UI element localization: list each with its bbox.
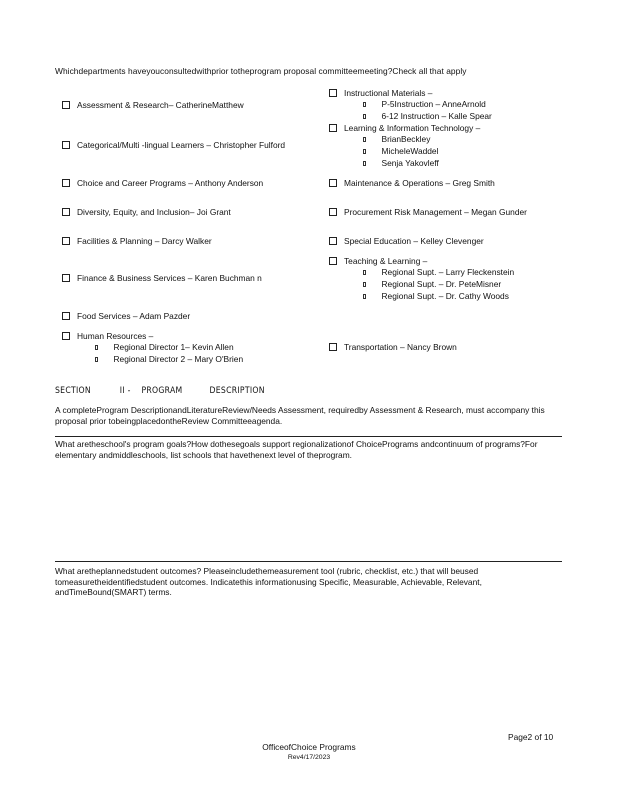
checkbox-label: Maintenance & Operations – Greg Smith	[344, 178, 495, 188]
list-item-label: MicheleWaddel	[381, 146, 439, 156]
checkbox-learning-it[interactable]	[329, 123, 480, 133]
list-item	[363, 158, 439, 168]
checkbox-assessment-research[interactable]	[62, 100, 244, 110]
checkbox-diversity-equity[interactable]	[62, 207, 231, 217]
list-item	[363, 134, 430, 144]
checkbox-icon[interactable]	[62, 101, 70, 109]
section-label: SECTION	[55, 386, 91, 396]
list-item-label: Regional Supt. – Larry Fleckenstein	[381, 267, 515, 277]
divider	[55, 436, 562, 437]
checkbox-icon[interactable]	[329, 257, 337, 265]
checkbox-label: Choice and Career Programs – Anthony Anderson	[77, 178, 264, 188]
list-item-label: 6-12 Instruction – Kalle Spear	[381, 111, 492, 121]
checkbox-label: Special Education – Kelley Clevenger	[344, 236, 484, 246]
checkbox-icon[interactable]	[329, 237, 337, 245]
checkbox-icon[interactable]	[62, 332, 70, 340]
divider	[55, 561, 562, 562]
checkbox-label: Diversity, Equity, and Inclusion– Joi Grant	[77, 207, 231, 217]
list-item	[95, 354, 243, 364]
checkbox-icon[interactable]	[62, 179, 70, 187]
checkbox-categorical-learners[interactable]	[62, 140, 285, 150]
section-title-part: PROGRAM	[141, 386, 183, 396]
checkbox-label: Teaching & Learning –	[344, 256, 428, 266]
question-program-goals: What aretheschool's program goals?How dothesegoals support regionalizationof ChoicePrograms andcontinuum of programs?For elementary andmiddleschools, list schools that havethenext level of theprogram.	[55, 439, 538, 460]
list-item-label: Regional Supt. – Dr. Cathy Woods	[381, 291, 509, 301]
checkbox-food-services[interactable]	[62, 311, 190, 321]
checkbox-icon[interactable]	[329, 89, 337, 97]
list-item-label: Regional Director 2 – Mary O'Brien	[113, 354, 244, 364]
section-note: A completeProgram DescriptionandLiteratureReview/Needs Assessment, requiredby Assessment & Research, must accompany this proposal prior tobeingplacedontheReview Committeeagenda.	[55, 405, 545, 426]
checkbox-special-education[interactable]	[329, 236, 484, 246]
checkbox-label: Transportation – Nancy Brown	[344, 342, 457, 352]
list-item	[363, 291, 509, 301]
list-item-label: P-5Instruction – AnneArnold	[381, 99, 486, 109]
checkbox-label: Facilities & Planning – Darcy Walker	[77, 236, 212, 246]
checkbox-transportation[interactable]	[329, 342, 457, 352]
footer-revision: Rev4/17/2023	[287, 754, 331, 761]
checkbox-icon[interactable]	[62, 312, 70, 320]
bullet-icon	[363, 294, 366, 299]
checkbox-label: Assessment & Research– CatherineMatthew	[77, 100, 244, 110]
checkbox-label: Categorical/Multi -lingual Learners – Christopher Fulford	[77, 140, 286, 150]
checkbox-icon[interactable]	[329, 124, 337, 132]
checkbox-label: Instructional Materials –	[344, 88, 433, 98]
checkbox-icon[interactable]	[62, 208, 70, 216]
list-item-label: BrianBeckley	[381, 134, 431, 144]
bullet-icon	[363, 149, 366, 154]
list-item	[363, 99, 486, 109]
section-heading	[55, 386, 265, 396]
bullet-icon	[363, 282, 366, 287]
question-student-outcomes: What aretheplannedstudent outcomes? Pleaseincludethemeasurement tool (rubric, checklist, etc.) that will beused tomeasuretheidentifiedstudent outcomes. Indicatethis informationusing Specific, Measurable, Achievable, Relevant, andTimeBound(SMART) terms.	[55, 566, 482, 597]
bullet-icon	[363, 137, 366, 142]
list-item-label: Regional Supt. – Dr. PeteMisner	[381, 279, 502, 289]
bullet-icon	[363, 102, 366, 107]
checkbox-procurement-risk[interactable]	[329, 207, 527, 217]
list-item	[363, 111, 492, 121]
checkbox-human-resources[interactable]	[62, 331, 153, 341]
page-number: Page2 of 10	[508, 732, 554, 742]
bullet-icon	[363, 270, 366, 275]
checkbox-label: Procurement Risk Management – Megan Gunder	[344, 207, 527, 217]
checkbox-maintenance-operations[interactable]	[329, 178, 495, 188]
question-departments: Whichdepartments haveyouconsultedwithprior totheprogram proposal committeemeeting?Check all that apply	[55, 66, 467, 76]
list-item	[363, 146, 438, 156]
list-item	[95, 342, 234, 352]
checkbox-icon[interactable]	[329, 208, 337, 216]
checkbox-icon[interactable]	[329, 343, 337, 351]
checkbox-icon[interactable]	[329, 179, 337, 187]
checkbox-label: Human Resources –	[77, 331, 154, 341]
checkbox-finance-business[interactable]	[62, 273, 262, 283]
answer-area-program-goals[interactable]	[55, 464, 562, 556]
checkbox-icon[interactable]	[62, 237, 70, 245]
checkbox-icon[interactable]	[62, 274, 70, 282]
checkbox-instructional-materials[interactable]	[329, 88, 432, 98]
list-item-label: Senja Yakovleff	[381, 158, 439, 168]
bullet-icon	[363, 161, 366, 166]
list-item	[363, 279, 501, 289]
checkbox-facilities-planning[interactable]	[62, 236, 212, 246]
checkbox-teaching-learning[interactable]	[329, 256, 427, 266]
checkbox-icon[interactable]	[62, 141, 70, 149]
bullet-icon	[363, 114, 366, 119]
bullet-icon	[95, 345, 98, 350]
list-item-label: Regional Director 1– Kevin Allen	[113, 342, 234, 352]
checkbox-label: Finance & Business Services – Karen Buchman n	[77, 273, 262, 283]
list-item	[363, 267, 514, 277]
answer-area-student-outcomes[interactable]	[55, 602, 562, 712]
checkbox-label: Food Services – Adam Pazder	[77, 311, 191, 321]
section-number: II -	[119, 386, 131, 396]
checkbox-choice-career[interactable]	[62, 178, 263, 188]
section-title-part: DESCRIPTION	[209, 386, 265, 396]
footer-office: OfficeofChoice Programs	[262, 742, 356, 752]
checkbox-label: Learning & Information Technology –	[344, 123, 481, 133]
bullet-icon	[95, 357, 98, 362]
